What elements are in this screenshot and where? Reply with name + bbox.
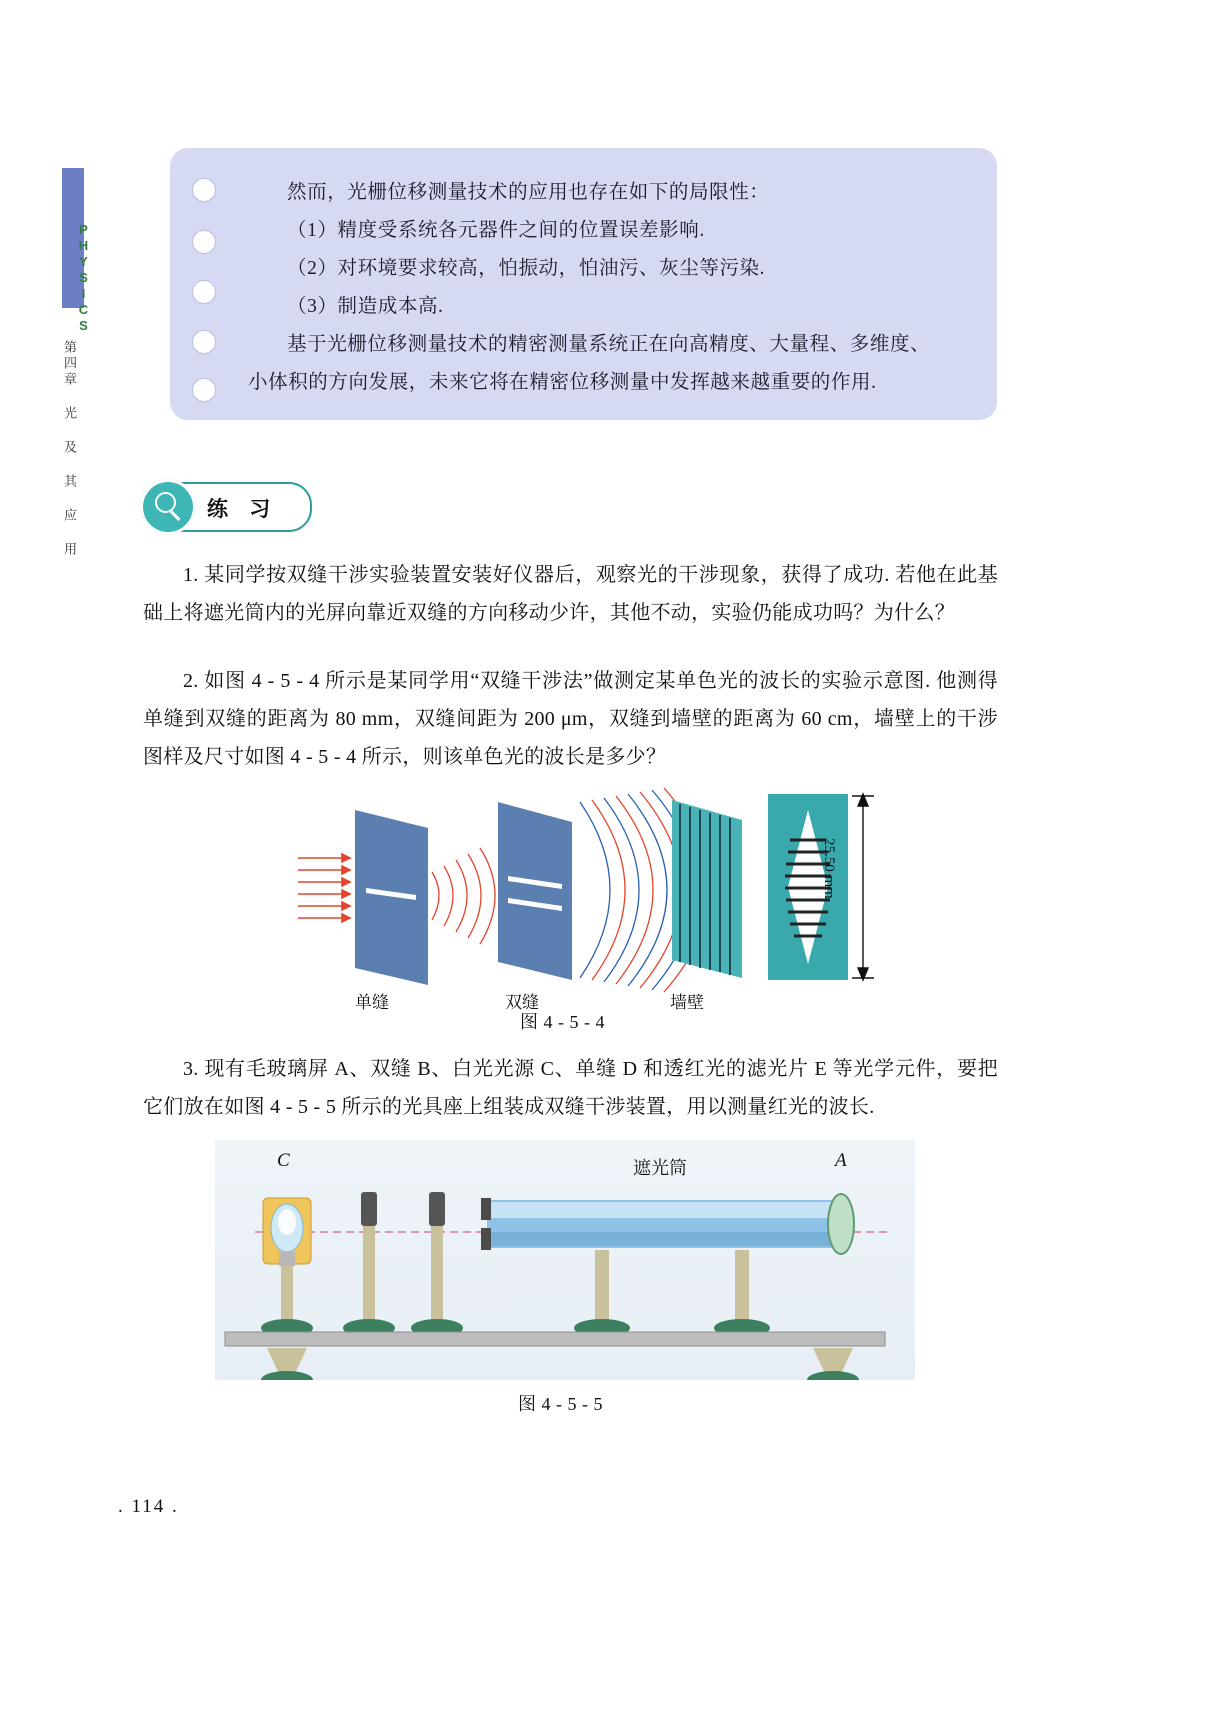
figure-454-caption: 图 4 - 5 - 4 [520,1012,605,1032]
question-1-text: 某同学按双缝干涉实验装置安装好仪器后，观察光的干涉现象，获得了成功. 若他在此基础上将遮光筒内的光屏向靠近双缝的方向移动少许，其他不动，实验仍能成功吗？为什么？ [143,564,999,624]
question-3 [143,1050,998,1126]
chapter-number: 第四章 [62,340,77,388]
note-text [248,174,971,402]
figure-455-caption: 图 4 - 5 - 5 [518,1394,603,1414]
note-line: 基于光栅位移测量技术的精密测量系统正在向高精度、大量程、多维度、 [287,334,931,355]
punch-hole [192,378,216,402]
chapter-title: 光 及 其 应 用 [62,406,77,558]
label-light-source: C [277,1150,290,1171]
punch-hole [192,280,216,304]
exercise-header [143,482,312,532]
note-line: （3）制造成本高. [287,296,444,317]
sidebar-chapter-label [58,340,80,558]
punch-hole [192,230,216,254]
magnifier-handle [170,510,180,520]
label-single-slit: 单缝 [355,993,389,1012]
note-line: 然而，光栅位移测量技术的应用也存在如下的局限性： [287,182,770,203]
figure-454-drawing [280,780,880,1020]
label-wall: 墙壁 [670,993,704,1012]
figure-454 [280,780,880,1020]
label-light-tube: 遮光筒 [633,1158,687,1178]
punch-hole [192,330,216,354]
question-3-text: 现有毛玻璃屏 A、双缝 B、白光光源 C、单缝 D 和透红光的滤光片 E 等光学元件，要把它们放在如图 4 - 5 - 5 所示的光具座上组装成双缝干涉装置，用以测量红光的波长. [143,1058,998,1118]
question-2-text: 如图 4 - 5 - 4 所示是某同学用“双缝干涉法”做测定某单色光的波长的实验示意图. 他测得单缝到双缝的距离为 80 mm，双缝间距为 200 μm，双缝到墙壁的距离为 60 cm，墙壁上的干涉图样及尺寸如图 4 - 5 - 4 所示，则该单色光的波长是多少？ [143,670,998,768]
question-1 [143,556,998,632]
note-line: （1）精度受系统各元器件之间的位置误差影响. [287,220,705,241]
note-line: 小体积的方向发展，未来它将在精密位移测量中发挥越来越重要的作用. [248,372,877,393]
punch-hole [192,178,216,202]
note-line: （2）对环境要求较高，怕振动，怕油污、灰尘等污染. [287,258,766,279]
question-1-number: 1. [183,564,199,586]
exercise-title: 练 习 [207,497,279,521]
magnifier-icon [140,479,196,535]
figure-455-drawing [215,1140,915,1380]
question-2 [143,662,998,776]
sidebar-subject-label: PHYSICS [76,222,91,334]
note-box [170,148,997,420]
label-fringe-dimension: 25.50 mm [821,838,837,899]
label-screen: A [835,1150,847,1171]
figure-455 [215,1140,915,1380]
question-3-number: 3. [183,1058,199,1080]
question-2-number: 2. [183,670,199,692]
magnifier-lens [155,492,176,513]
page-number: . 114 . [118,1496,179,1517]
label-double-slit: 双缝 [505,993,539,1012]
